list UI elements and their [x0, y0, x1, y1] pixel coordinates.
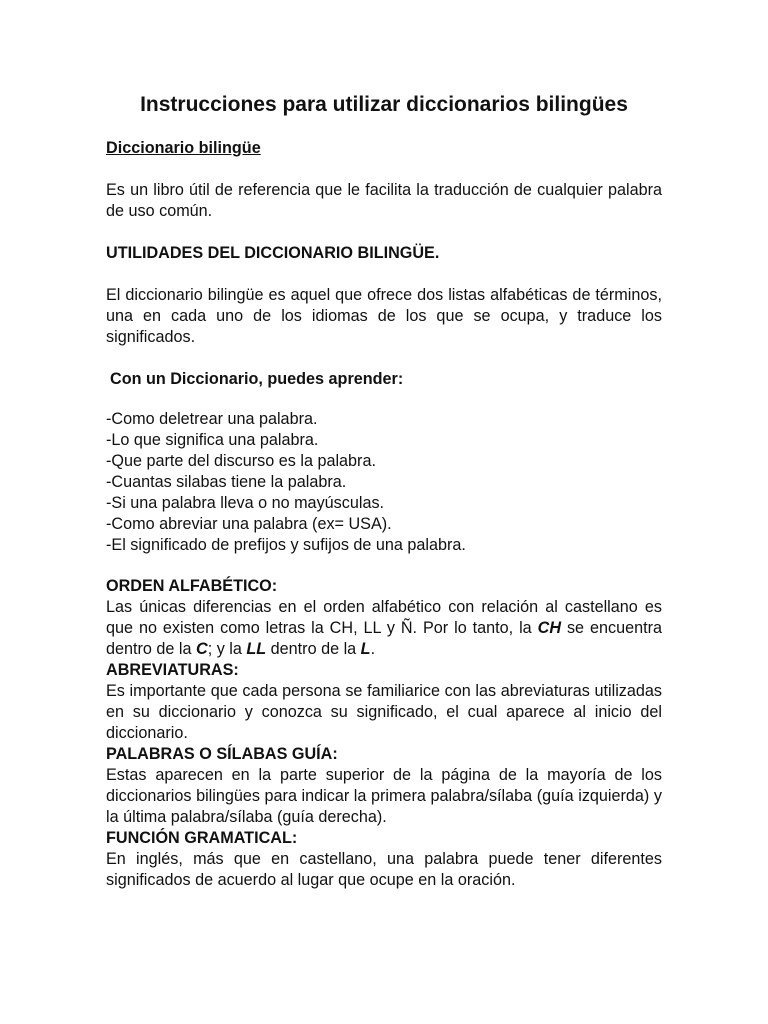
list-aprender [106, 409, 662, 556]
paragraph-utilidades: El diccionario bilingüe es aquel que ofrece dos listas alfabéticas de términos, una en cada uno de los idiomas de los que se ocupa, y traduce los significados. [106, 286, 662, 346]
list-item: -Lo que significa una palabra. [106, 431, 319, 449]
paragraph-palabras-guia: Estas aparecen en la parte superior de la página de la mayoría de los diccionarios bilingües para indicar la primera palabra/sílaba (guía izquierda) y la última palabra/sílaba (guía derecha). [106, 766, 662, 826]
orden-text-2: se encuentra dentro de la [106, 619, 662, 658]
heading-palabras-guia: PALABRAS O SÍLABAS GUÍA: [106, 745, 338, 763]
heading-con-un-diccionario: Con un Diccionario, puedes aprender: [110, 370, 404, 388]
document-title: Instrucciones para utilizar diccionarios bilingües [140, 93, 628, 116]
orden-text-5: . [370, 640, 376, 658]
orden-em-l: L [360, 640, 371, 658]
section-orden-alfabetico [106, 576, 662, 891]
list-item: -Cuantas silabas tiene la palabra. [106, 473, 347, 491]
list-item: -Como deletrear una palabra. [106, 410, 318, 428]
paragraph-abreviaturas: Es importante que cada persona se familiarice con las abreviaturas utilizadas en su diccionario y conozca su significado, el cual aparece al inicio del diccionario. [106, 682, 662, 742]
heading-abreviaturas: ABREVIATURAS: [106, 661, 239, 679]
orden-text-3: ; y la [207, 640, 247, 658]
paragraph-orden-alfabetico [106, 597, 662, 660]
heading-diccionario-bilingue: Diccionario bilingüe [106, 139, 261, 157]
list-item: -Como abreviar una palabra (ex= USA). [106, 515, 392, 533]
heading-utilidades: UTILIDADES DEL DICCIONARIO BILINGÜE. [106, 244, 440, 262]
paragraph-funcion-gramatical: En inglés, más que en castellano, una palabra puede tener diferentes significados de acuerdo al lugar que ocupe en la oración. [106, 850, 662, 889]
orden-em-ll: LL [246, 640, 267, 658]
list-item: -El significado de prefijos y sufijos de una palabra. [106, 536, 466, 554]
heading-funcion-gramatical: FUNCIÓN GRAMATICAL: [106, 829, 298, 847]
orden-text-4: dentro de la [266, 640, 361, 658]
orden-em-c: C [196, 640, 208, 658]
orden-text-1: Las únicas diferencias en el orden alfabético con relación al castellano es que no existen como letras la CH, LL y Ñ. Por lo tanto, la [106, 598, 662, 637]
heading-orden-alfabetico: ORDEN ALFABÉTICO: [106, 577, 278, 595]
orden-em-ch: CH [537, 619, 562, 637]
list-item: -Que parte del discurso es la palabra. [106, 452, 376, 470]
list-item: -Si una palabra lleva o no mayúsculas. [106, 494, 385, 512]
paragraph-diccionario-definicion: Es un libro útil de referencia que le facilita la traducción de cualquier palabra de uso común. [106, 181, 662, 220]
